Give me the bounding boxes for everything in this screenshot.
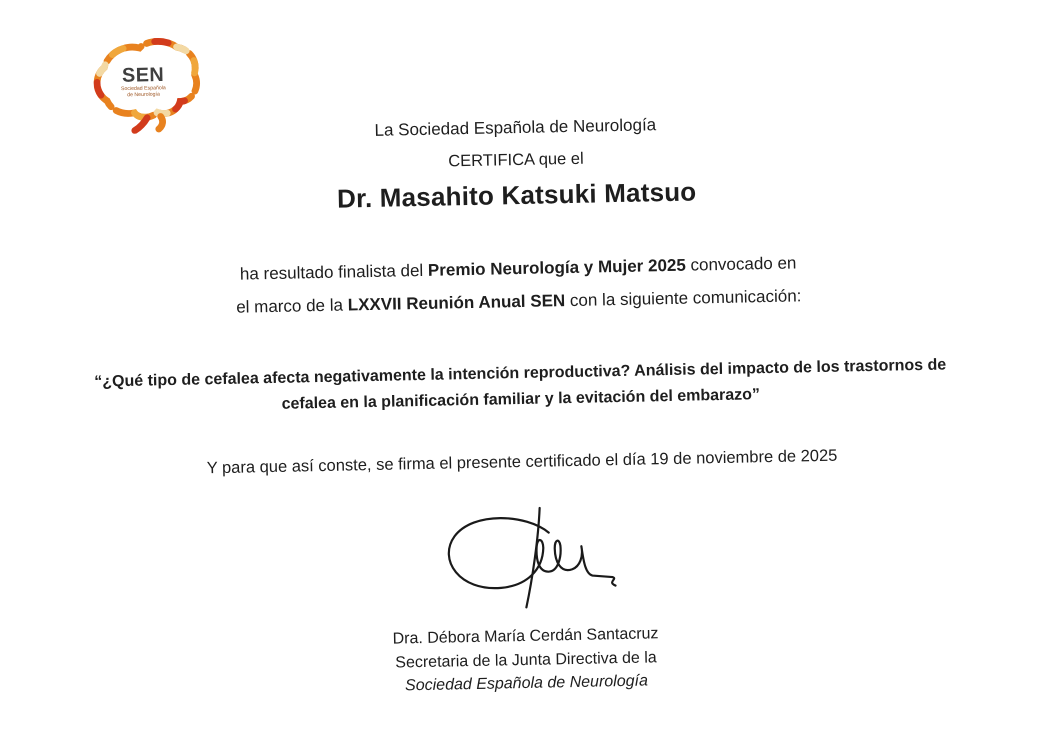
closing-line: Y para que así conste, se firma el presente certificado el día 19 de noviembre de 2025 <box>206 446 838 478</box>
logo-subtext-line2: de Neurología <box>127 91 160 99</box>
body-line-1-post: convocado en <box>685 253 797 275</box>
meeting-name: LXXVII Reunión Anual SEN <box>347 291 566 315</box>
signer-name: Dra. Débora María Cerdán Santacruz <box>392 625 659 648</box>
certifies-line: CERTIFICA que el <box>448 149 584 171</box>
sen-logo <box>85 36 205 134</box>
signer-role-line-2: Sociedad Española de Neurología <box>404 672 649 695</box>
logo-acronym: SEN <box>121 63 165 87</box>
signature <box>433 495 635 617</box>
communication-title: “¿Qué tipo de cefalea afecta negativamente la intención reproductiva? Análisis del impacto de los trastornos de cefalea en la planificación familiar y la evitación del embarazo” <box>94 356 947 413</box>
recipient-name: Dr. Masahito Katsuki Matsuo <box>336 176 697 214</box>
body-line-2 <box>0 282 1039 323</box>
body-line-1 <box>0 249 1038 290</box>
body-line-2-pre: el marco de la <box>236 295 348 317</box>
logo-subtext-line1: Sociedad Española <box>120 85 166 93</box>
award-name: Premio Neurología y Mujer 2025 <box>427 255 687 280</box>
body-line-1-pre: ha resultado finalista del <box>239 260 429 284</box>
organization-line: La Sociedad Española de Neurología <box>374 115 657 140</box>
body-line-2-post: con la siguiente comunicación: <box>565 286 802 311</box>
signer-role-line-1: Secretaria de la Junta Directiva de la <box>395 649 657 672</box>
